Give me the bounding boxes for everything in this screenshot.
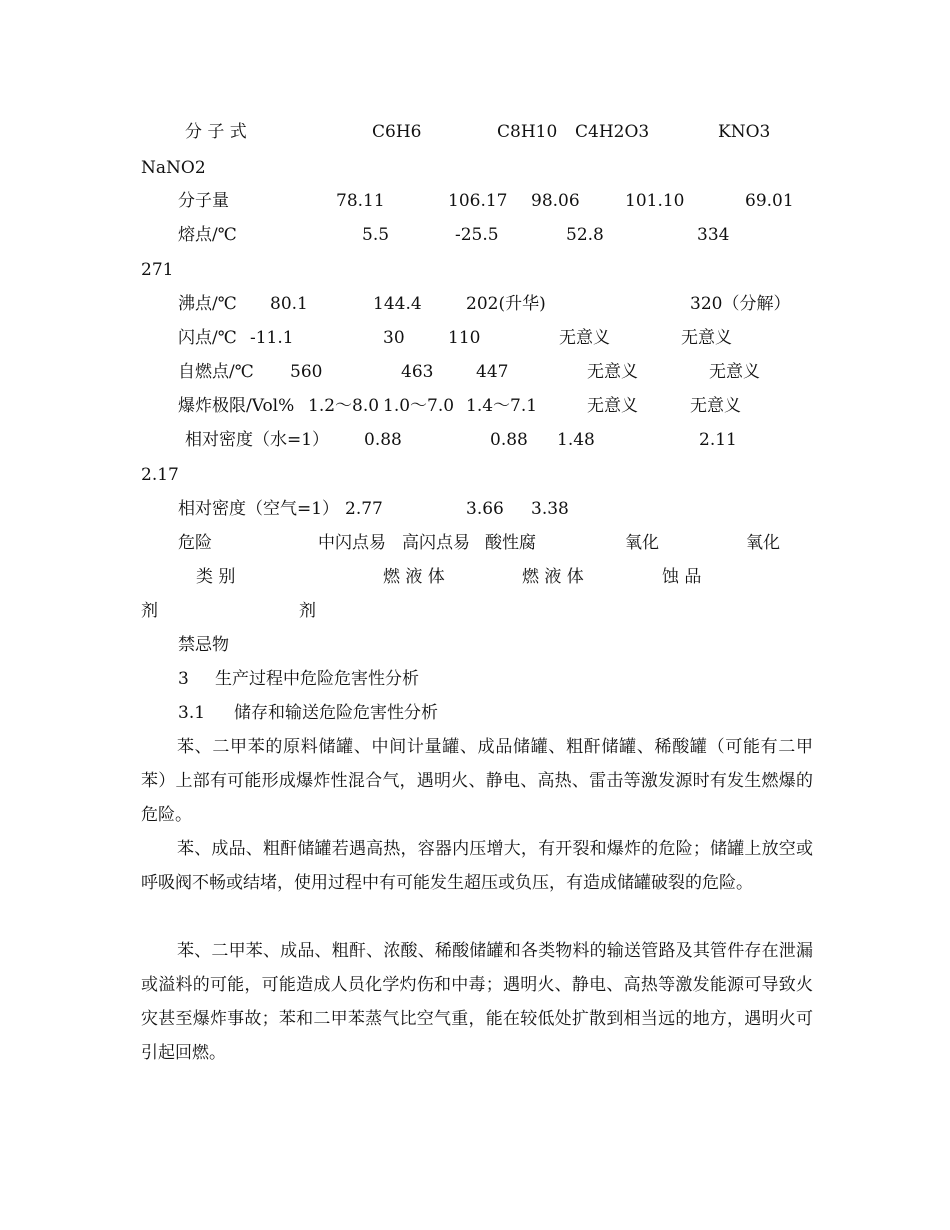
hazard-col5-2: 剂 xyxy=(141,601,158,621)
incompatible-label: 禁忌物 xyxy=(178,635,229,655)
dw-value-4: 2.11 xyxy=(699,430,737,450)
formula-maleic: C4H2O3 xyxy=(575,122,650,142)
ai-value-4: 无意义 xyxy=(587,362,638,382)
mw-label: 分子量 xyxy=(178,191,229,211)
dw-label: 相对密度（水=1） xyxy=(185,430,330,450)
hazard-col3-2: 燃 液 体 xyxy=(522,567,584,587)
hazard-col2-1: 中闪点易 xyxy=(318,533,386,553)
dw-value-2: 0.88 xyxy=(490,430,528,450)
bp-value-2: 144.4 xyxy=(373,294,422,314)
mw-value-3: 98.06 xyxy=(531,191,580,211)
mp-value-1: 5.5 xyxy=(362,225,390,245)
formula-xylene: C8H10 xyxy=(497,122,558,142)
mp-value-4: 334 xyxy=(697,225,730,245)
hazard-col6-1: 氧化 xyxy=(746,533,780,553)
da-value-3: 3.38 xyxy=(531,499,569,519)
el-value-1: 1.2～8.0 xyxy=(308,396,380,416)
dw-value-5: 2.17 xyxy=(141,465,179,485)
el-value-2: 1.0～7.0 xyxy=(383,396,455,416)
dw-value-3: 1.48 xyxy=(557,430,595,450)
fp-value-4: 无意义 xyxy=(559,328,610,348)
mp-value-5: 271 xyxy=(141,260,174,280)
hazard-col5-1: 氧化 xyxy=(625,533,659,553)
paragraph-2: 苯、成品、粗酐储罐若遇高热，容器内压增大，有开裂和爆炸的危险；储罐上放空或呼吸阀不畅或结堵，使用过程中有可能发生超压或负压，有造成储罐破裂的危险。 xyxy=(141,839,813,893)
el-value-5: 无意义 xyxy=(690,396,741,416)
hazard-col6-2: 剂 xyxy=(299,601,316,621)
bp-value-4: 320（分解） xyxy=(690,294,791,314)
formula-nano2: NaNO2 xyxy=(141,158,206,178)
ai-value-2: 463 xyxy=(401,362,434,382)
mw-value-1: 78.11 xyxy=(336,191,385,211)
formula-benzene: C6H6 xyxy=(372,122,422,142)
hazard-col4-1: 酸性腐 xyxy=(485,533,536,553)
el-value-4: 无意义 xyxy=(587,396,638,416)
bp-value-3: 202(升华) xyxy=(466,294,546,314)
ai-value-5: 无意义 xyxy=(709,362,760,382)
section-3-title: 生产过程中危险危害性分析 xyxy=(215,669,419,689)
hazard-col4-2: 蚀 品 xyxy=(662,567,702,587)
mw-value-5: 69.01 xyxy=(745,191,794,211)
formula-label: 分 子 式 xyxy=(185,122,247,142)
fp-label: 闪点/℃ xyxy=(178,328,237,348)
mw-value-2: 106.17 xyxy=(448,191,508,211)
da-label: 相对密度（空气=1） xyxy=(178,499,340,519)
fp-value-3: 110 xyxy=(448,328,481,348)
ai-value-3: 447 xyxy=(476,362,509,382)
da-value-1: 2.77 xyxy=(345,499,383,519)
hazard-label-1: 危险 xyxy=(178,533,212,553)
ai-label: 自燃点/℃ xyxy=(178,362,254,382)
mp-value-3: 52.8 xyxy=(566,225,604,245)
el-value-3: 1.4～7.1 xyxy=(466,396,538,416)
mw-value-4: 101.10 xyxy=(625,191,685,211)
bp-label: 沸点/℃ xyxy=(178,294,237,314)
el-label: 爆炸极限/Vol% xyxy=(178,396,295,416)
paragraph-3: 苯、二甲苯、成品、粗酐、浓酸、稀酸储罐和各类物料的输送管路及其管件存在泄漏或溢料的可能，可能造成人员化学灼伤和中毒；遇明火、静电、高热等激发能源可导致火灾甚至爆炸事故；苯和二甲苯蒸气比空气重，能在较低处扩散到相当远的地方，遇明火可引起回燃。 xyxy=(141,941,813,1063)
fp-value-5: 无意义 xyxy=(681,328,732,348)
formula-kno3: KNO3 xyxy=(718,122,771,142)
paragraph-1: 苯、二甲苯的原料储罐、中间计量罐、成品储罐、粗酐储罐、稀酸罐（可能有二甲苯）上部有可能形成爆炸性混合气，遇明火、静电、高热、雷击等激发源时有发生燃爆的危险。 xyxy=(141,737,813,825)
mp-label: 熔点/℃ xyxy=(178,225,237,245)
mp-value-2: -25.5 xyxy=(455,225,499,245)
section-3-1-number: 3.1 xyxy=(178,703,206,723)
fp-value-2: 30 xyxy=(383,328,405,348)
section-3-number: 3 xyxy=(178,669,189,689)
hazard-col2-2: 燃 液 体 xyxy=(383,567,445,587)
fp-value-1: -11.1 xyxy=(250,328,294,348)
hazard-label-2: 类 别 xyxy=(196,567,236,587)
dw-value-1: 0.88 xyxy=(364,430,402,450)
ai-value-1: 560 xyxy=(290,362,323,382)
bp-value-1: 80.1 xyxy=(270,294,308,314)
hazard-col3-1: 高闪点易 xyxy=(402,533,470,553)
section-3-1-title: 储存和输送危险危害性分析 xyxy=(234,703,438,723)
da-value-2: 3.66 xyxy=(466,499,504,519)
